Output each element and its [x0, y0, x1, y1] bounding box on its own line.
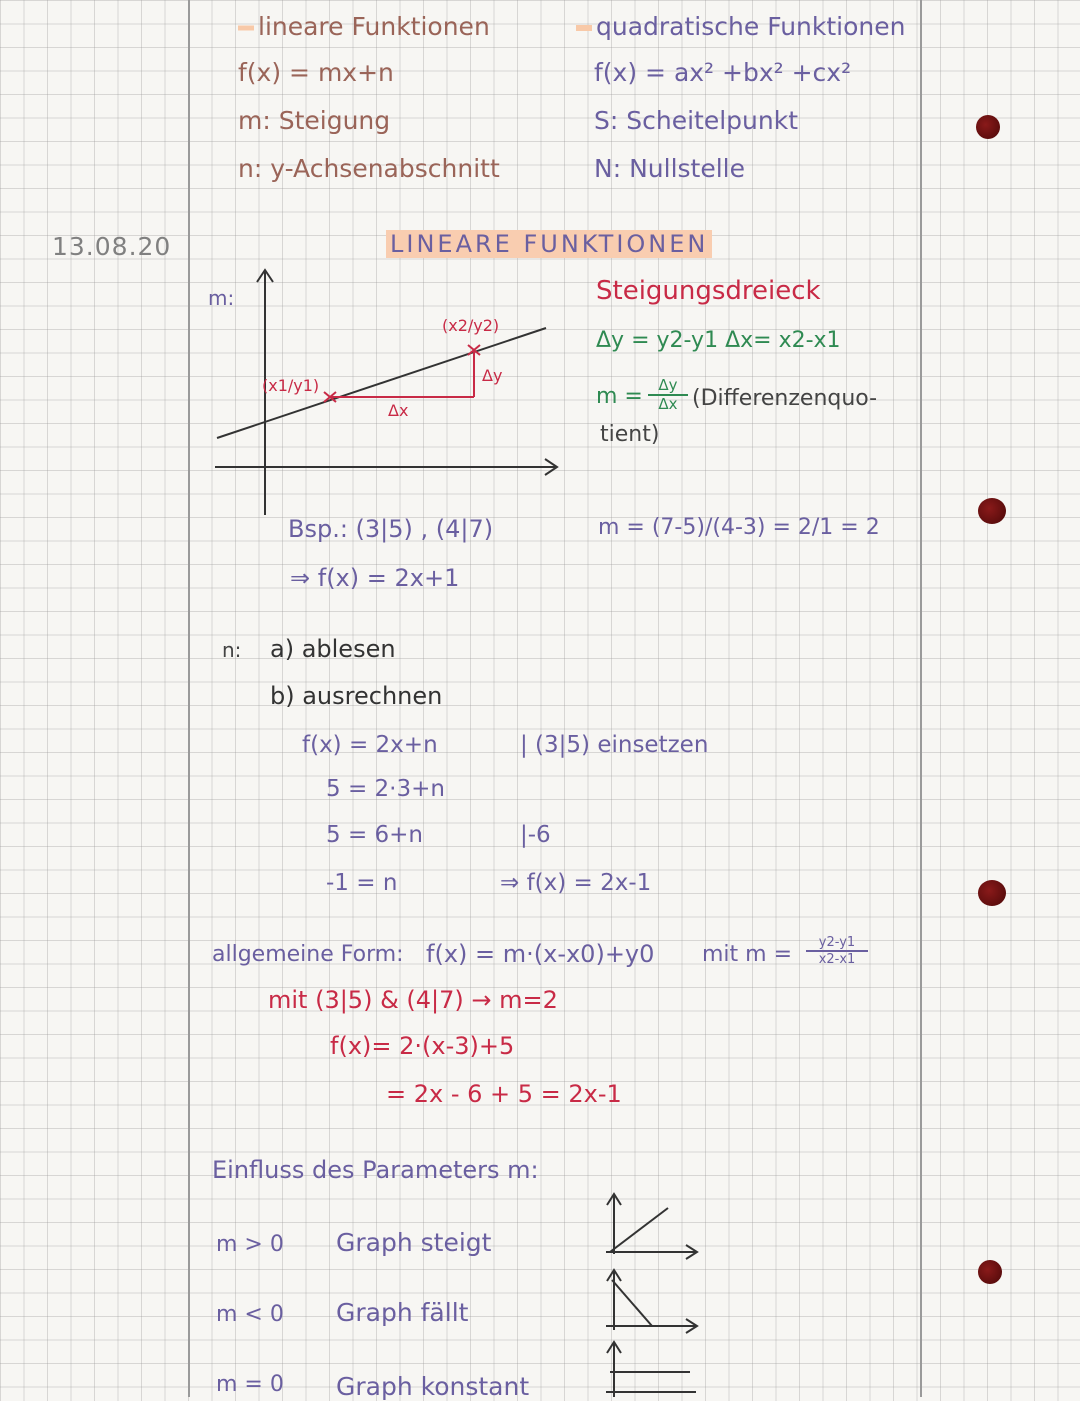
n-method-a: a) ablesen — [270, 635, 396, 663]
mini-graph-constant — [606, 1342, 696, 1397]
graph-dy-label: Δy — [482, 366, 503, 385]
general-form-label: allgemeine Form: — [212, 942, 404, 967]
mini-graph-increasing — [606, 1194, 697, 1259]
condition-label: m > 0 — [216, 1232, 284, 1257]
header-right-line1: S: Scheitelpunkt — [594, 106, 798, 135]
general-form-formula: f(x) = m·(x-x0)+y0 — [426, 940, 655, 968]
page-heading: LINEARE FUNKTIONEN — [386, 230, 712, 258]
difference-quotient: (Differenzenquo- — [692, 386, 878, 411]
header-right-formula: f(x) = ax² +bx² +cx² — [594, 58, 852, 87]
n-step-note: |-6 — [520, 822, 551, 848]
n-method-b: b) ausrechnen — [270, 682, 443, 710]
n-label: n: — [222, 638, 242, 662]
general-example-result: = 2x - 6 + 5 = 2x-1 — [386, 1080, 622, 1108]
header-right-title: quadratische Funktionen — [576, 14, 906, 39]
general-example-substituted: f(x)= 2·(x-3)+5 — [330, 1032, 515, 1060]
influence-title: Einfluss des Parameters m: — [212, 1156, 539, 1184]
example-slope: m = (7-5)/(4-3) = 2/1 = 2 — [598, 515, 880, 540]
header-left-line1: m: Steigung — [238, 106, 391, 135]
condition-description: Graph konstant — [336, 1372, 530, 1401]
n-step-eq: 5 = 6+n — [326, 822, 424, 848]
example-points: Bsp.: (3|5) , (4|7) — [288, 515, 494, 543]
date: 13.08.20 — [52, 232, 172, 261]
fraction-numerator: y2-y1 — [806, 936, 868, 952]
fraction-denominator: x2-x1 — [818, 952, 856, 967]
header-right-line2: N: Nullstelle — [594, 154, 745, 183]
condition-label: m < 0 — [216, 1302, 284, 1327]
header-left-formula: f(x) = mx+n — [238, 58, 394, 87]
general-example-points: mit (3|5) & (4|7) → m=2 — [268, 986, 558, 1014]
n-step-eq: f(x) = 2x+n — [302, 732, 438, 758]
fraction-numerator: Δy — [648, 378, 688, 396]
m-label: m: — [208, 286, 235, 310]
n-step-note: ⇒ f(x) = 2x-1 — [500, 870, 652, 896]
n-step-eq: -1 = n — [326, 870, 398, 896]
example-result: ⇒ f(x) = 2x+1 — [290, 564, 460, 592]
graph-point1-label: (x1/y1) — [262, 376, 320, 395]
m-equals: m = — [596, 384, 643, 409]
delta-definitions: Δy = y2-y1 Δx= x2-x1 — [596, 328, 841, 353]
header-left-title: lineare Funktionen — [238, 14, 490, 39]
n-step-eq: 5 = 2·3+n — [326, 776, 445, 802]
graph-dx-label: Δx — [388, 401, 409, 420]
n-step-note: | (3|5) einsetzen — [520, 732, 709, 758]
fraction-denominator: Δx — [658, 395, 678, 413]
general-form-mit: mit m = — [702, 942, 793, 967]
graph-point2-label: (x2/y2) — [442, 316, 500, 335]
difference-quotient-cont: tient) — [600, 422, 660, 447]
mini-graph-decreasing — [606, 1270, 697, 1333]
header-left-line2: n: y-Achsenabschnitt — [238, 154, 500, 183]
steigungsdreieck-title: Steigungsdreieck — [596, 276, 821, 306]
condition-description: Graph fällt — [336, 1298, 469, 1327]
condition-label: m = 0 — [216, 1372, 284, 1397]
condition-description: Graph steigt — [336, 1228, 492, 1257]
